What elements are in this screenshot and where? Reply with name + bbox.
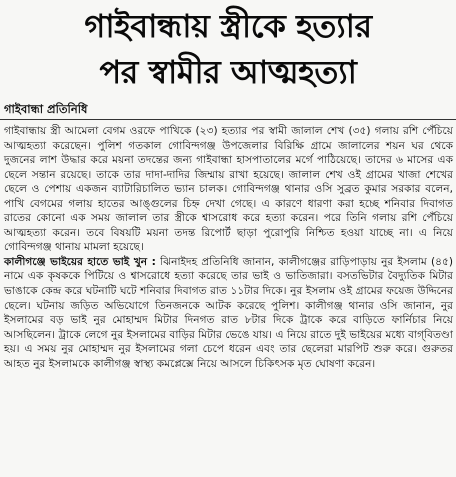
headline-line-1: গাইবান্ধায় স্ত্রীকে হত্যার [84,7,372,45]
byline: গাইবান্ধা প্রতিনিধি [4,102,88,116]
article-paragraph-2-text: ঝিনাইদহ প্রতিনিধি জানান, কালীগঞ্জের রাড়িপাড়ায় নুর ইসলাম (৪৫) নামে এক কৃষককে পিটিয়ে ও শ্বাসরোধে হত্যা করেছে তার ভাই ও ভাতিজারা। বসতভিটার বৈদ্যুতিক মিটার ভাঙাকে কেন্দ্র করে ঘটনাটি ঘটে শনিবার দিবাগত রাত ১১টার দিকে। নুর ইসলাম ওই গ্রামের ফয়েজ উদ্দিনের ছেলে। ঘটনায় জড়িত অভিযোগে তিনজনকে আটক করেছে পুলিশ। কালীগঞ্জ থানার ওসি জানান, নুর ইসলামের বড় ভাই নুর মোহাম্মদ মিটার দিনগত রাত ৮টার দিকে ট্রাকে করে বাড়িতে ফার্নিচার নিয়ে আসছিলেন। ট্রাকে লেগে নুর ইসলামের বাড়ির মিটার ভেঙে যায়। এ নিয়ে রাতে দুই ভাইয়ের মধ্যে বাগ্‌বিতণ্ডা হয়। এ সময় নুর মোহাম্মদ নুর ইসলামের গলা চেপে ধরেন এবং তার ছেলেরা মারপিট শুরু করে। গুরুতর আহত নুর ইসলামকে কালীগঞ্জ স্বাস্থ্য কমপ্লেক্সে নিয়ে আসলে চিকিৎসক মৃত ঘোষণা করেন। [4,255,453,370]
article-paragraph-1: গাইবান্ধায় স্ত্রী আমেলা বেগম ওরফে পাখিকে (২৩) হত্যার পর স্বামী জালাল শেখ (৩৫) গলায় রশি পেঁচিয়ে আত্মহত্যা করেছেন। পুলিশ গতকাল গোবিন্দগঞ্জ উপজেলার বিরিক্ষি গ্রামে জালালের শয়ন ঘর থেকে দুজনের লাশ উদ্ধার করে ময়না তদন্তের জন্য গাইবান্ধা হাসপাতালের মর্গে পাঠিয়েছে। তাদের ৬ মাসের এক ছেলে সন্তান রয়েছে। তাকে তার দাদা-দাদির জিম্মায় রাখা হয়েছে। জালাল শেখ ওই গ্রামের খাজা শেখের ছেলে ও পেশায় একজন ব্যাটারিচালিত ভ্যান চালক। গোবিন্দগঞ্জ থানার ওসি সুব্রত কুমার সরকার বলেন, পাখি বেগমের গলায় হাতের আঙ্গুলের চিহ্ন দেখা গেছে। এ কারণে ধারণা করা হচ্ছে শনিবার দিবাগত রাতের কোনো এক সময় জালাল তার স্ত্রীকে শ্বাসরোধ করে হত্যা করেন। পরে তিনি গলায় রশি পেঁচিয়ে আত্মহত্যা করেন। তবে বিষয়টি ময়না তদন্ত রিপোর্ট ছাড়া পুরোপুরি নিশ্চিত হওয়া যাচ্ছে না। এ নিয়ে গোবিন্দগঞ্জ থানায় মামলা হয়েছে। [4,125,453,254]
article-paragraph-2 [4,255,453,371]
subheading: কালীগঞ্জে ভাইয়ের হাতে ভাই খুন : [4,255,156,268]
article-body [4,124,453,371]
divider [0,119,456,120]
headline-line-2: পর স্বামীর আত্মহত্যা [99,53,357,91]
